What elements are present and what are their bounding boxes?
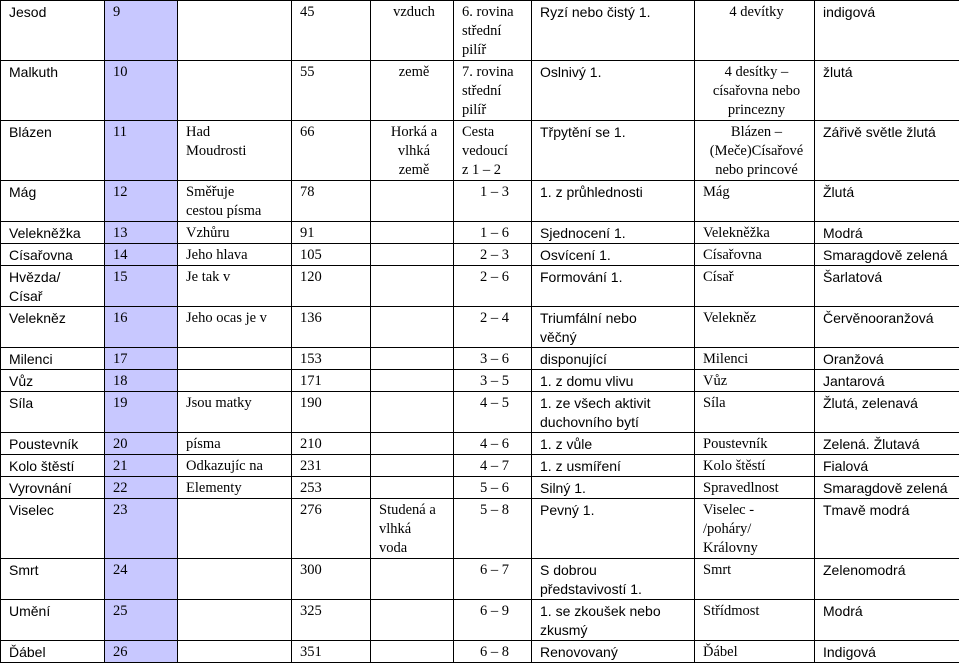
cell-element [371, 455, 454, 477]
cell-element [371, 244, 454, 266]
cell-number: 13 [105, 222, 178, 244]
cell-name: Mág [1, 181, 105, 222]
cell-color: Tmavě modrá [815, 499, 959, 559]
cell-name: Poustevník [1, 433, 105, 455]
cell-intelligence: 1. z domu vlivu [532, 370, 695, 392]
cell-intelligence: 1. z usmíření [532, 455, 695, 477]
cell-intelligence: 1. z vůle [532, 433, 695, 455]
cell-letter-value: 171 [292, 370, 371, 392]
cell-number: 22 [105, 477, 178, 499]
cell-intelligence: Formování 1. [532, 266, 695, 307]
table-row [1, 455, 959, 477]
cell-path-between: 4 – 5 [454, 392, 532, 433]
cell-intelligence: 1. z průhlednosti [532, 181, 695, 222]
cell-path: Směřuje cestou písma [178, 181, 292, 222]
table-row [1, 433, 959, 455]
cell-name: Velekněz [1, 307, 105, 348]
cell-element [371, 181, 454, 222]
cell-card: Kolo štěstí [695, 455, 815, 477]
cell-path-between: 7. rovina střední pilíř [454, 61, 532, 121]
cell-color: Smaragdově zelená [815, 244, 959, 266]
cell-intelligence: Pevný 1. [532, 499, 695, 559]
cell-element [371, 559, 454, 600]
cell-intelligence: S dobrou představivostí 1. [532, 559, 695, 600]
cell-number: 26 [105, 641, 178, 663]
table-row [1, 370, 959, 392]
table-body [1, 1, 959, 663]
cell-card: Viselec - /poháry/ Královny [695, 499, 815, 559]
cell-element: vzduch [371, 1, 454, 61]
cell-name: Jesod [1, 1, 105, 61]
cell-element [371, 477, 454, 499]
cell-number: 10 [105, 61, 178, 121]
cell-color: Šarlatová [815, 266, 959, 307]
cell-letter-value: 253 [292, 477, 371, 499]
cell-path [178, 370, 292, 392]
cell-card: Ďábel [695, 641, 815, 663]
cell-element [371, 392, 454, 433]
cell-color: Zelenomodrá [815, 559, 959, 600]
cell-letter-value: 300 [292, 559, 371, 600]
cell-path-between: 1 – 6 [454, 222, 532, 244]
cell-intelligence: Oslnivý 1. [532, 61, 695, 121]
cell-card: Blázen – (Meče)Císařové nebo princové [695, 121, 815, 181]
cell-name: Viselec [1, 499, 105, 559]
table-row [1, 61, 959, 121]
cell-element [371, 222, 454, 244]
cell-letter-value: 210 [292, 433, 371, 455]
cell-name: Hvězda/ Císař [1, 266, 105, 307]
cell-letter-value: 153 [292, 348, 371, 370]
cell-letter-value: 120 [292, 266, 371, 307]
cell-element [371, 307, 454, 348]
cell-color: Fialová [815, 455, 959, 477]
cell-path-between: 6 – 8 [454, 641, 532, 663]
cell-element [371, 348, 454, 370]
cell-element: země [371, 61, 454, 121]
cell-path [178, 61, 292, 121]
cell-letter-value: 105 [292, 244, 371, 266]
table-row [1, 121, 959, 181]
cell-number: 19 [105, 392, 178, 433]
cell-path: písma [178, 433, 292, 455]
cell-color: Jantarová [815, 370, 959, 392]
cell-path: Je tak v [178, 266, 292, 307]
table-row [1, 222, 959, 244]
cell-intelligence: 1. se zkoušek nebo zkusmý [532, 600, 695, 641]
cell-name: Síla [1, 392, 105, 433]
cell-card: Vůz [695, 370, 815, 392]
cell-number: 23 [105, 499, 178, 559]
cell-element: Horká a vlhká země [371, 121, 454, 181]
cell-letter-value: 190 [292, 392, 371, 433]
cell-intelligence: Osvícení 1. [532, 244, 695, 266]
cell-element [371, 433, 454, 455]
cell-path-between: 4 – 6 [454, 433, 532, 455]
cell-color: Červěnooranžová [815, 307, 959, 348]
cell-color: Zelená. Žlutavá [815, 433, 959, 455]
cell-path [178, 641, 292, 663]
cell-path: Vzhůru [178, 222, 292, 244]
cell-letter-value: 136 [292, 307, 371, 348]
cell-color: Oranžová [815, 348, 959, 370]
cell-card: 4 desítky – císařovna nebo princezny [695, 61, 815, 121]
cell-number: 16 [105, 307, 178, 348]
cell-intelligence: Třpytění se 1. [532, 121, 695, 181]
cell-number: 17 [105, 348, 178, 370]
cell-card: Císař [695, 266, 815, 307]
table-row [1, 181, 959, 222]
cell-path-between: 5 – 6 [454, 477, 532, 499]
cell-number: 15 [105, 266, 178, 307]
cell-letter-value: 231 [292, 455, 371, 477]
cell-letter-value: 78 [292, 181, 371, 222]
cell-path-between: 3 – 5 [454, 370, 532, 392]
cell-intelligence: Silný 1. [532, 477, 695, 499]
cell-card: 4 devítky [695, 1, 815, 61]
cell-color: žlutá [815, 61, 959, 121]
cell-name: Smrt [1, 559, 105, 600]
cell-path: Odkazujíc na [178, 455, 292, 477]
cell-letter-value: 351 [292, 641, 371, 663]
cell-letter-value: 91 [292, 222, 371, 244]
cell-number: 21 [105, 455, 178, 477]
cell-letter-value: 66 [292, 121, 371, 181]
cell-element [371, 370, 454, 392]
cell-color: Zářivě světle žlutá [815, 121, 959, 181]
cell-intelligence: 1. ze všech aktivit duchovního bytí [532, 392, 695, 433]
cell-path-between: 2 – 6 [454, 266, 532, 307]
cell-path: Jeho ocas je v [178, 307, 292, 348]
cell-path-between: 4 – 7 [454, 455, 532, 477]
cell-path: Elementy [178, 477, 292, 499]
table-row [1, 641, 959, 663]
cell-intelligence: disponující [532, 348, 695, 370]
cell-path-between: 1 – 3 [454, 181, 532, 222]
cell-number: 18 [105, 370, 178, 392]
table-row [1, 392, 959, 433]
cell-path [178, 499, 292, 559]
table-row [1, 266, 959, 307]
cell-element [371, 266, 454, 307]
cell-color: Žlutá, zelenavá [815, 392, 959, 433]
cell-letter-value: 45 [292, 1, 371, 61]
cell-card: Velekněz [695, 307, 815, 348]
cell-path-between: 3 – 6 [454, 348, 532, 370]
cell-card: Milenci [695, 348, 815, 370]
cell-path [178, 348, 292, 370]
cell-color: Žlutá [815, 181, 959, 222]
cell-card: Velekněžka [695, 222, 815, 244]
cell-color: Smaragdově zelená [815, 477, 959, 499]
table-row [1, 307, 959, 348]
cell-color: Modrá [815, 222, 959, 244]
cell-element: Studená a vlhká voda [371, 499, 454, 559]
cell-path [178, 1, 292, 61]
cell-name: Milenci [1, 348, 105, 370]
cell-name: Vůz [1, 370, 105, 392]
cell-color: indigová [815, 1, 959, 61]
cell-path-between: 2 – 3 [454, 244, 532, 266]
cell-path-between: Cesta vedoucí z 1 – 2 [454, 121, 532, 181]
cell-card: Spravedlnost [695, 477, 815, 499]
cell-name: Umění [1, 600, 105, 641]
cell-number: 20 [105, 433, 178, 455]
cell-card: Střídmost [695, 600, 815, 641]
cell-card: Mág [695, 181, 815, 222]
cell-color: Modrá [815, 600, 959, 641]
table-row [1, 244, 959, 266]
cell-name: Blázen [1, 121, 105, 181]
cell-intelligence: Renovovaný [532, 641, 695, 663]
cell-letter-value: 276 [292, 499, 371, 559]
cell-intelligence: Sjednocení 1. [532, 222, 695, 244]
cell-path: Jsou matky [178, 392, 292, 433]
cell-letter-value: 325 [292, 600, 371, 641]
cell-number: 9 [105, 1, 178, 61]
cell-path-between: 5 – 8 [454, 499, 532, 559]
cell-number: 14 [105, 244, 178, 266]
cell-path [178, 559, 292, 600]
cell-intelligence: Ryzí nebo čistý 1. [532, 1, 695, 61]
cell-card: Poustevník [695, 433, 815, 455]
cell-number: 25 [105, 600, 178, 641]
cell-name: Kolo štěstí [1, 455, 105, 477]
cell-path: Had Moudrosti [178, 121, 292, 181]
cell-path-between: 6 – 7 [454, 559, 532, 600]
table-row [1, 499, 959, 559]
cell-path-between: 6 – 9 [454, 600, 532, 641]
cell-name: Vyrovnání [1, 477, 105, 499]
cell-path-between: 6. rovina střední pilíř [454, 1, 532, 61]
cell-letter-value: 55 [292, 61, 371, 121]
cell-element [371, 641, 454, 663]
cell-name: Císařovna [1, 244, 105, 266]
cell-name: Malkuth [1, 61, 105, 121]
cell-path-between: 2 – 4 [454, 307, 532, 348]
cell-number: 12 [105, 181, 178, 222]
cell-number: 11 [105, 121, 178, 181]
table-row [1, 477, 959, 499]
cell-path: Jeho hlava [178, 244, 292, 266]
cell-card: Císařovna [695, 244, 815, 266]
cell-color: Indigová [815, 641, 959, 663]
table-row [1, 1, 959, 61]
table-row [1, 559, 959, 600]
cell-intelligence: Triumfální nebo věčný [532, 307, 695, 348]
cell-name: Velekněžka [1, 222, 105, 244]
cell-card: Smrt [695, 559, 815, 600]
table-row [1, 348, 959, 370]
cell-card: Síla [695, 392, 815, 433]
cell-number: 24 [105, 559, 178, 600]
cell-name: Ďábel [1, 641, 105, 663]
